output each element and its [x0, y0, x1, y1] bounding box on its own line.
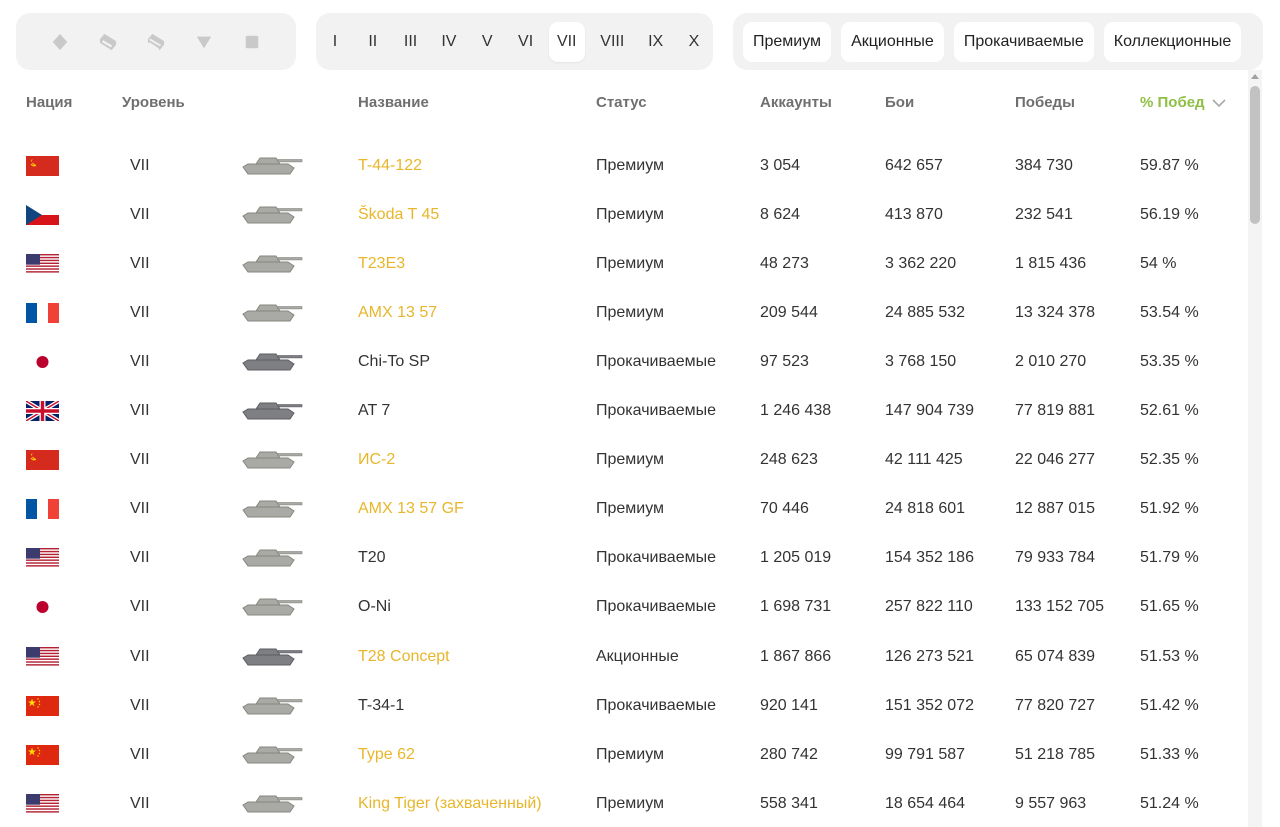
- tank-icon: [240, 494, 306, 524]
- status-filter-button[interactable]: Премиум: [743, 22, 831, 62]
- battles-cell: 99 791 587: [885, 745, 966, 763]
- accounts-cell: 280 742: [760, 745, 818, 763]
- winrate-cell: 56.19 %: [1140, 205, 1199, 223]
- winrate-cell: 53.54 %: [1140, 303, 1199, 321]
- vertical-scrollbar[interactable]: [1248, 70, 1262, 827]
- tank-icon: [240, 200, 306, 230]
- accounts-cell: 3 054: [760, 156, 801, 174]
- status-cell: Прокачиваемые: [596, 402, 716, 419]
- status-filter-button[interactable]: Прокачиваемые: [954, 22, 1094, 62]
- table-row[interactable]: [0, 337, 1246, 386]
- accounts-cell: 48 273: [760, 254, 809, 272]
- status-filter: [733, 13, 1263, 70]
- table-row[interactable]: [0, 583, 1246, 632]
- status-cell: Премиум: [596, 500, 665, 518]
- vehicle-name-link[interactable]: AMX 13 57 GF: [358, 500, 464, 518]
- winrate-cell: 52.61 %: [1140, 402, 1199, 419]
- status-cell: Премиум: [596, 156, 665, 174]
- winrate-cell: 51.42 %: [1140, 696, 1199, 714]
- scroll-thumb[interactable]: [1250, 86, 1260, 224]
- header-accounts[interactable]: Аккаунты: [760, 94, 832, 111]
- tier-filter: [316, 13, 713, 70]
- winrate-cell: 51.65 %: [1140, 598, 1199, 616]
- japan-flag-icon: [26, 352, 59, 372]
- battles-cell: 42 111 425: [885, 451, 963, 469]
- accounts-cell: 70 446: [760, 500, 809, 518]
- battles-cell: 3 362 220: [885, 254, 957, 272]
- tier-button[interactable]: X: [688, 32, 700, 50]
- tier-cell: VII: [130, 254, 150, 272]
- header-tier[interactable]: Уровень: [122, 94, 185, 111]
- table-row[interactable]: [0, 730, 1246, 779]
- tier-cell: VII: [130, 549, 150, 567]
- tier-button[interactable]: V: [481, 32, 493, 50]
- chevron-down-icon: [1211, 97, 1227, 109]
- tank-destroyer-icon[interactable]: [193, 31, 215, 53]
- accounts-cell: 920 141: [760, 696, 818, 714]
- tier-button[interactable]: IX: [648, 32, 664, 50]
- japan-flag-icon: [26, 597, 59, 617]
- wins-cell: 1 815 436: [1015, 254, 1087, 272]
- tier-cell: VII: [130, 352, 150, 370]
- wins-cell: 65 074 839: [1015, 647, 1096, 665]
- winrate-cell: 53.35 %: [1140, 352, 1199, 370]
- table-row[interactable]: [0, 387, 1246, 436]
- light-tank-icon[interactable]: [49, 31, 71, 53]
- status-cell: Прокачиваемые: [596, 598, 716, 616]
- china-flag-icon: [26, 745, 59, 765]
- header-wins[interactable]: Победы: [1015, 94, 1075, 111]
- france-flag-icon: [26, 303, 59, 323]
- battles-cell: 24 885 532: [885, 303, 966, 321]
- tank-icon: [240, 151, 306, 181]
- vehicle-name-link[interactable]: T-44-122: [358, 156, 423, 174]
- accounts-cell: 209 544: [760, 303, 818, 321]
- battles-cell: 413 870: [885, 205, 943, 223]
- accounts-cell: 1 205 019: [760, 549, 832, 567]
- usa-flag-icon: [26, 254, 59, 274]
- heavy-tank-icon[interactable]: [145, 31, 167, 53]
- vehicle-name-link[interactable]: Škoda T 45: [358, 205, 440, 223]
- winrate-cell: 59.87 %: [1140, 156, 1199, 174]
- scroll-up-arrow-icon[interactable]: [1251, 74, 1259, 79]
- tier-button[interactable]: VIII: [600, 32, 625, 50]
- winrate-cell: 51.53 %: [1140, 647, 1199, 665]
- tier-button[interactable]: I: [332, 32, 338, 50]
- vehicle-name-link[interactable]: AT 7: [358, 402, 391, 419]
- tank-icon: [240, 249, 306, 279]
- vehicle-name-link[interactable]: T20: [358, 549, 386, 567]
- wins-cell: 12 887 015: [1015, 500, 1096, 518]
- tank-icon: [240, 347, 306, 377]
- status-cell: Премиум: [596, 303, 665, 321]
- accounts-cell: 1 698 731: [760, 598, 832, 616]
- wins-cell: 133 152 705: [1015, 598, 1104, 616]
- vehicle-name-link[interactable]: King Tiger (захваченный): [358, 794, 542, 812]
- table-row[interactable]: [0, 681, 1246, 730]
- wins-cell: 2 010 270: [1015, 352, 1087, 370]
- winrate-cell: 52.35 %: [1140, 451, 1199, 469]
- battles-cell: 24 818 601: [885, 500, 966, 518]
- ussr-flag-icon: [26, 156, 59, 176]
- battles-cell: 126 273 521: [885, 647, 974, 665]
- battles-cell: 18 654 464: [885, 794, 966, 812]
- vehicle-name-link[interactable]: Type 62: [358, 745, 415, 763]
- tank-icon: [240, 740, 306, 770]
- status-cell: Прокачиваемые: [596, 549, 716, 567]
- france-flag-icon: [26, 499, 59, 519]
- vehicle-name-link[interactable]: ИС-2: [358, 451, 396, 469]
- battles-cell: 257 822 110: [885, 598, 973, 616]
- wins-cell: 232 541: [1015, 205, 1073, 223]
- vehicle-name-link[interactable]: T-34-1: [358, 696, 405, 714]
- wins-cell: 77 820 727: [1015, 696, 1096, 714]
- accounts-cell: 8 624: [760, 205, 801, 223]
- table-row[interactable]: [0, 779, 1246, 827]
- status-cell: Премиум: [596, 745, 665, 763]
- battles-cell: 642 657: [885, 156, 943, 174]
- table-header: [0, 78, 1246, 128]
- accounts-cell: 97 523: [760, 352, 809, 370]
- tier-button[interactable]: VII: [549, 22, 585, 62]
- battles-cell: 147 904 739: [885, 402, 974, 419]
- vehicle-name-link[interactable]: T28 Concept: [358, 647, 450, 665]
- status-cell: Прокачиваемые: [596, 696, 716, 714]
- tank-icon: [240, 543, 306, 573]
- vehicle-name-link[interactable]: AMX 13 57: [358, 303, 438, 321]
- accounts-cell: 1 867 866: [760, 647, 832, 665]
- status-cell: Премиум: [596, 451, 665, 469]
- tier-cell: VII: [130, 402, 150, 419]
- vehicle-name-link[interactable]: Chi-To SP: [358, 352, 431, 370]
- table-row[interactable]: [0, 534, 1246, 583]
- tier-cell: VII: [130, 696, 150, 714]
- tier-button[interactable]: III: [403, 32, 418, 50]
- wins-cell: 9 557 963: [1015, 794, 1087, 812]
- tank-icon: [240, 445, 306, 475]
- tier-cell: VII: [130, 794, 150, 812]
- table-row[interactable]: [0, 436, 1246, 485]
- table-row[interactable]: [0, 632, 1246, 681]
- status-filter-button[interactable]: Акционные: [841, 22, 944, 62]
- header-winrate-label: % Побед: [1140, 94, 1205, 111]
- usa-flag-icon: [26, 647, 59, 667]
- tank-icon: [240, 642, 306, 672]
- battles-cell: 154 352 186: [885, 549, 974, 567]
- tank-icon: [240, 396, 306, 426]
- battles-cell: 151 352 072: [885, 696, 974, 714]
- wins-cell: 51 218 785: [1015, 745, 1096, 763]
- ussr-flag-icon: [26, 450, 59, 470]
- winrate-cell: 51.92 %: [1140, 500, 1199, 518]
- accounts-cell: 1 246 438: [760, 402, 832, 419]
- tier-cell: VII: [130, 205, 150, 223]
- china-flag-icon: [26, 696, 59, 716]
- tier-cell: VII: [130, 745, 150, 763]
- header-battles[interactable]: Бои: [885, 94, 915, 111]
- table-row[interactable]: [0, 288, 1246, 337]
- usa-flag-icon: [26, 548, 59, 568]
- wins-cell: 77 819 881: [1015, 402, 1096, 419]
- tank-icon: [240, 592, 306, 622]
- winrate-cell: 51.33 %: [1140, 745, 1199, 763]
- winrate-cell: 54 %: [1140, 254, 1177, 272]
- header-winrate[interactable]: [1140, 94, 1227, 111]
- header-name[interactable]: Название: [358, 94, 429, 111]
- tank-icon: [240, 789, 306, 819]
- status-cell: Премиум: [596, 205, 665, 223]
- spg-icon[interactable]: [241, 31, 263, 53]
- accounts-cell: 558 341: [760, 794, 818, 812]
- status-cell: Прокачиваемые: [596, 352, 716, 370]
- vehicle-type-filter: [16, 13, 296, 70]
- table-row[interactable]: [0, 239, 1246, 288]
- tier-cell: VII: [130, 156, 150, 174]
- wins-cell: 13 324 378: [1015, 303, 1096, 321]
- status-cell: Премиум: [596, 794, 665, 812]
- wins-cell: 79 933 784: [1015, 549, 1096, 567]
- status-cell: Премиум: [596, 254, 665, 272]
- battles-cell: 3 768 150: [885, 352, 957, 370]
- header-nation[interactable]: Нация: [26, 94, 73, 111]
- status-filter-button[interactable]: Коллекционные: [1104, 22, 1242, 62]
- table-row[interactable]: [0, 485, 1246, 534]
- table-row[interactable]: [0, 141, 1246, 190]
- tier-button[interactable]: VI: [518, 32, 534, 50]
- winrate-cell: 51.79 %: [1140, 549, 1199, 567]
- tier-button[interactable]: II: [368, 32, 378, 50]
- tier-cell: VII: [130, 451, 150, 469]
- tank-icon: [240, 691, 306, 721]
- accounts-cell: 248 623: [760, 451, 818, 469]
- status-cell: Акционные: [596, 647, 679, 665]
- table-row[interactable]: [0, 190, 1246, 239]
- wins-cell: 384 730: [1015, 156, 1073, 174]
- tank-icon: [240, 298, 306, 328]
- tier-cell: VII: [130, 647, 150, 665]
- vehicle-name-link[interactable]: O-Ni: [358, 598, 391, 616]
- header-status[interactable]: Статус: [596, 94, 647, 111]
- vehicle-name-link[interactable]: T23E3: [358, 254, 406, 272]
- usa-flag-icon: [26, 794, 59, 814]
- tier-cell: VII: [130, 598, 150, 616]
- tier-cell: VII: [130, 500, 150, 518]
- vehicle-stats-table: [0, 78, 1246, 827]
- czech-flag-icon: [26, 205, 59, 225]
- medium-tank-icon[interactable]: [97, 31, 119, 53]
- uk-flag-icon: [26, 401, 59, 421]
- wins-cell: 22 046 277: [1015, 451, 1096, 469]
- tier-button[interactable]: IV: [441, 32, 457, 50]
- tier-cell: VII: [130, 303, 150, 321]
- winrate-cell: 51.24 %: [1140, 794, 1199, 812]
